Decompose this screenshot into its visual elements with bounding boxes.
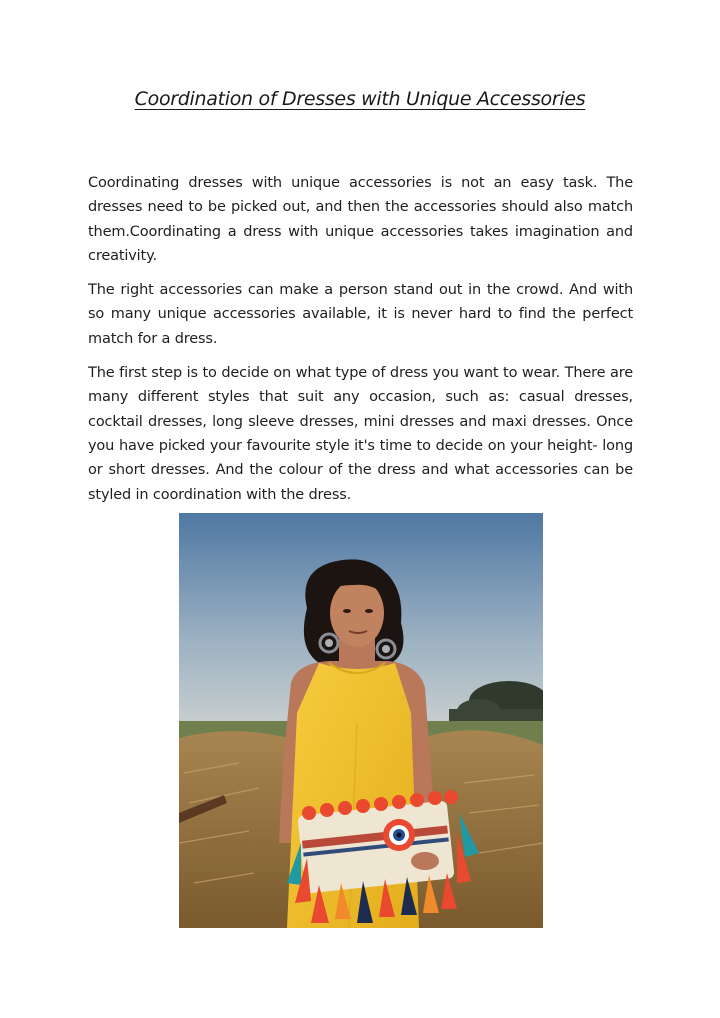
- fashion-photo: [179, 513, 543, 928]
- face: [330, 579, 384, 647]
- paragraph-1: Coordinating dresses with unique accessories is not an easy task. The dresses need to be picked out, and then the accessories should also match them.Coordinating a dress with unique accessories takes imagination and creativity.: [88, 175, 633, 264]
- hand: [411, 852, 439, 870]
- fashion-photo-illustration: [179, 513, 543, 928]
- document-title: Coordination of Dresses with Unique Accessories: [134, 88, 586, 110]
- paragraph-3: The first step is to decide on what type of dress you want to wear. There are many different styles that suit any occasion, such as: casual dresses, cocktail dresses, long sleeve dresses, mini dresses and maxi dresses. Once you have picked your favourite style it's time to decide on your height- long or short dresses. And the colour of the dress and what accessories can be styled in coordination with the dress.: [88, 365, 633, 503]
- document-body: [88, 171, 633, 517]
- paragraph-2: The right accessories can make a person stand out in the crowd. And with so many unique accessories available, it is never hard to find the perfect match for a dress.: [88, 282, 633, 347]
